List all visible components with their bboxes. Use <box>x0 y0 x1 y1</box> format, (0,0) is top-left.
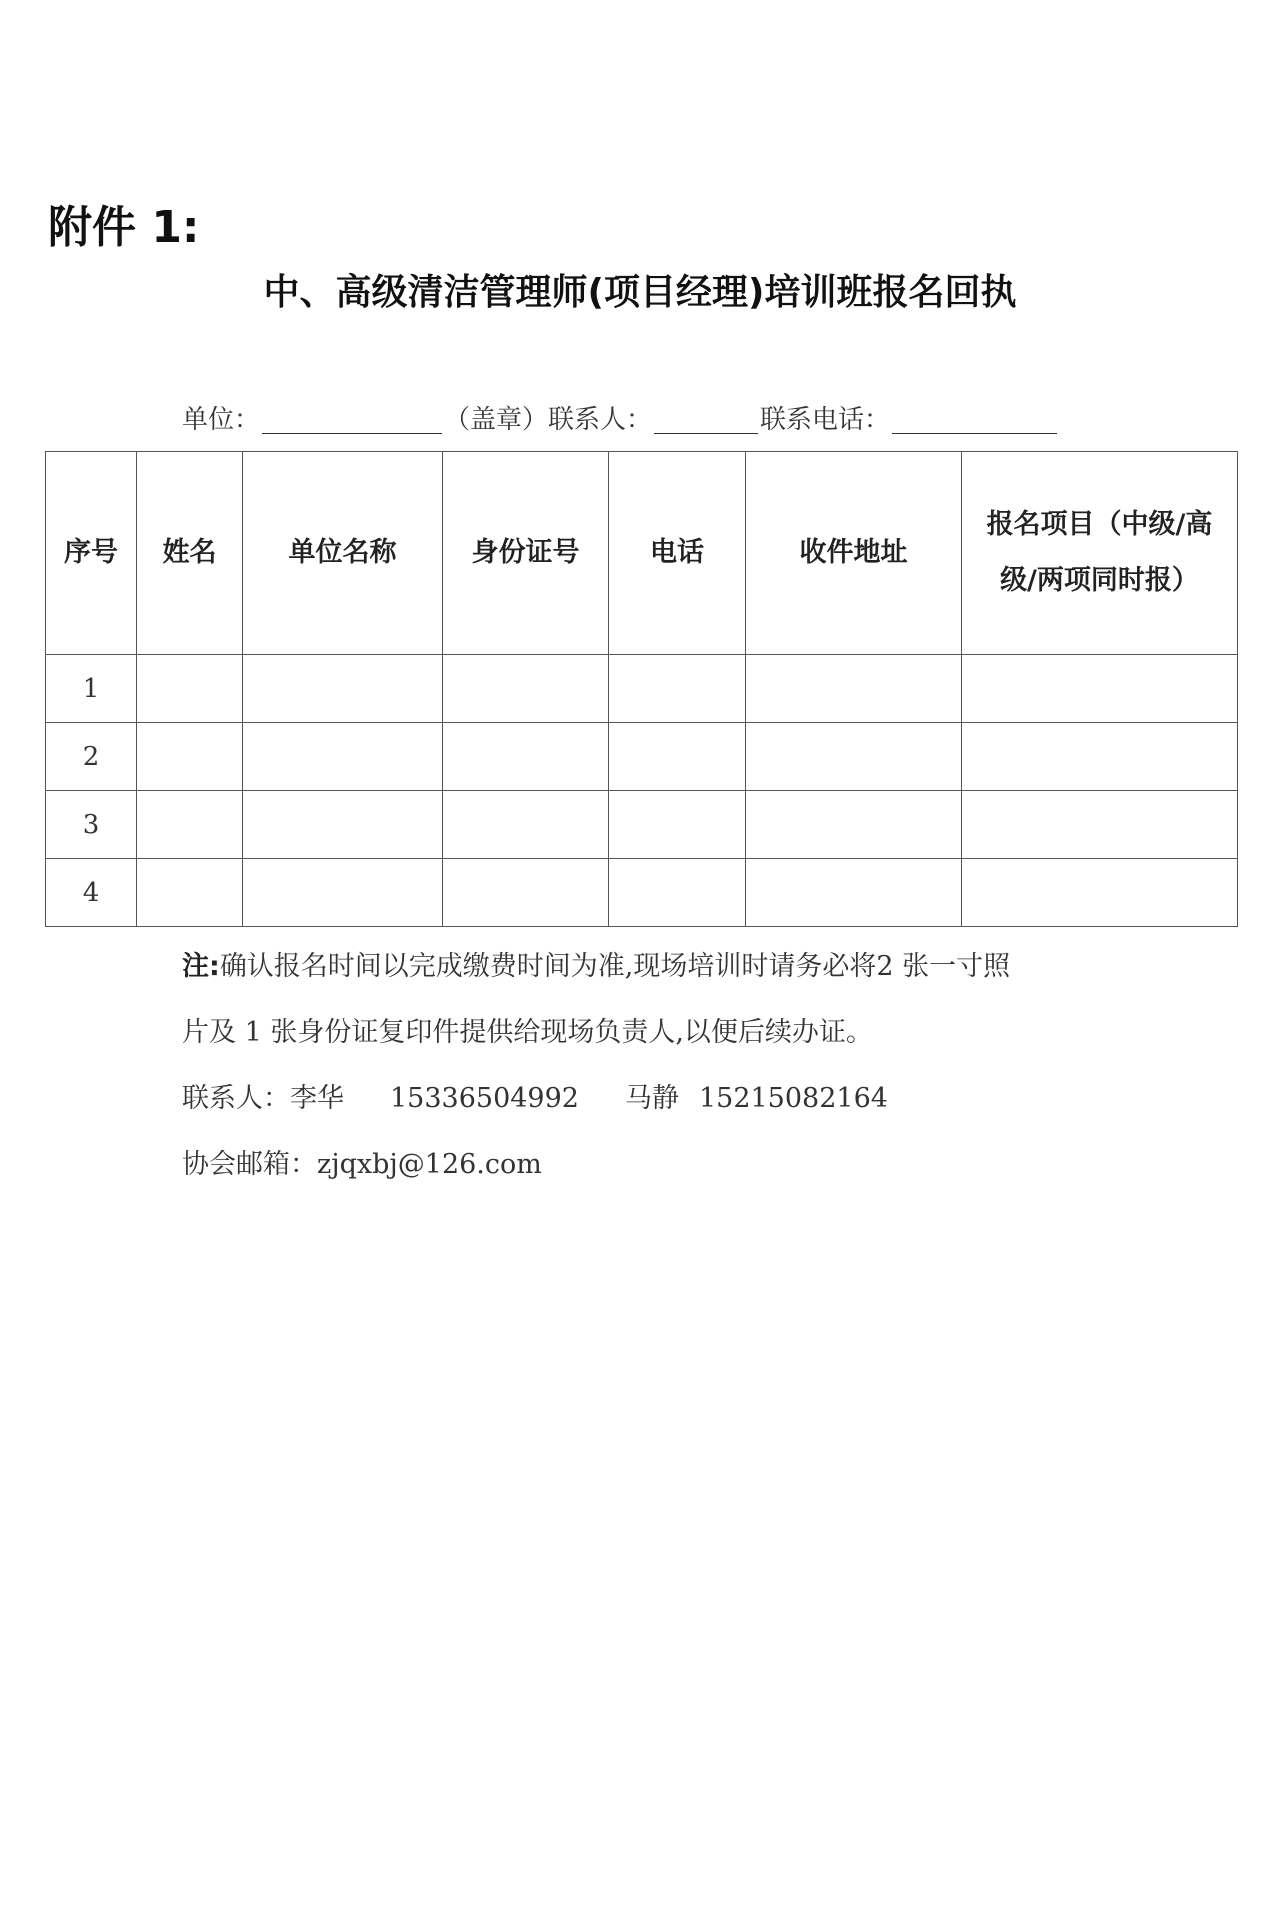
name-cell[interactable] <box>137 723 243 791</box>
row-index-cell: 1 <box>46 655 137 723</box>
note-prefix: 注: <box>182 951 220 982</box>
phone-cell[interactable] <box>609 791 746 859</box>
id-number-cell[interactable] <box>443 723 609 791</box>
note-text-1: 确认报名时间以完成缴费时间为准,现场培训时请务必将2 张一寸照 <box>219 951 1011 982</box>
notes-section <box>182 944 1010 1208</box>
table-row <box>46 655 1238 723</box>
column-header-name: 姓名 <box>137 452 243 655</box>
contact-blank <box>654 403 758 434</box>
program-cell[interactable] <box>962 723 1238 791</box>
name-cell[interactable] <box>137 859 243 927</box>
name-cell[interactable] <box>137 655 243 723</box>
table-row <box>46 859 1238 927</box>
unit-label: 单位： <box>182 405 261 435</box>
id-number-cell[interactable] <box>443 859 609 927</box>
program-cell[interactable] <box>962 859 1238 927</box>
phone-cell[interactable] <box>609 859 746 927</box>
unit-name-cell[interactable] <box>243 791 443 859</box>
name-cell[interactable] <box>137 791 243 859</box>
column-header-phone: 电话 <box>609 452 746 655</box>
contact-line <box>182 1076 1010 1142</box>
address-cell[interactable] <box>746 859 962 927</box>
unit-name-cell[interactable] <box>243 655 443 723</box>
contact1-phone: 15336504992 <box>390 1083 579 1114</box>
email-line <box>182 1142 1010 1208</box>
contact2-name: 马静 <box>624 1083 679 1114</box>
seal-label: （盖章） <box>444 405 549 435</box>
column-header-program <box>962 452 1238 655</box>
contact-line-label: 联系人： <box>182 1083 290 1114</box>
unit-blank <box>262 403 442 434</box>
unit-name-cell[interactable] <box>243 723 443 791</box>
row-index-cell: 2 <box>46 723 137 791</box>
table-header-row <box>46 452 1238 655</box>
program-cell[interactable] <box>962 655 1238 723</box>
row-index-cell: 3 <box>46 791 137 859</box>
registration-table <box>45 451 1238 927</box>
address-cell[interactable] <box>746 723 962 791</box>
column-header-program-label: 报名项目（中级/高级/两项同时报） <box>986 509 1213 596</box>
contact-label: 联系人： <box>548 405 653 435</box>
attachment-label: 附件 1: <box>48 202 200 253</box>
address-cell[interactable] <box>746 791 962 859</box>
email-address[interactable]: zjqxbj@126.com <box>317 1149 542 1180</box>
id-number-cell[interactable] <box>443 791 609 859</box>
column-header-address: 收件地址 <box>746 452 962 655</box>
table-row <box>46 791 1238 859</box>
form-header-line <box>182 398 1059 442</box>
row-index-cell: 4 <box>46 859 137 927</box>
table-row <box>46 723 1238 791</box>
address-cell[interactable] <box>746 655 962 723</box>
program-cell[interactable] <box>962 791 1238 859</box>
phone-blank <box>892 403 1057 434</box>
unit-name-cell[interactable] <box>243 859 443 927</box>
column-header-unit-name: 单位名称 <box>243 452 443 655</box>
column-header-index: 序号 <box>46 452 137 655</box>
contact1-name: 李华 <box>290 1083 344 1114</box>
contact2-phone: 15215082164 <box>698 1083 888 1114</box>
phone-cell[interactable] <box>609 655 746 723</box>
email-label: 协会邮箱： <box>182 1149 317 1180</box>
note-line-1 <box>182 944 1010 1010</box>
note-line-2: 片及 1 张身份证复印件提供给现场负责人,以便后续办证。 <box>182 1017 873 1048</box>
phone-cell[interactable] <box>609 723 746 791</box>
document-title: 中、高级清洁管理师(项目经理)培训班报名回执 <box>263 272 1017 313</box>
phone-label: 联系电话： <box>760 405 891 435</box>
id-number-cell[interactable] <box>443 655 609 723</box>
column-header-id-number: 身份证号 <box>443 452 609 655</box>
